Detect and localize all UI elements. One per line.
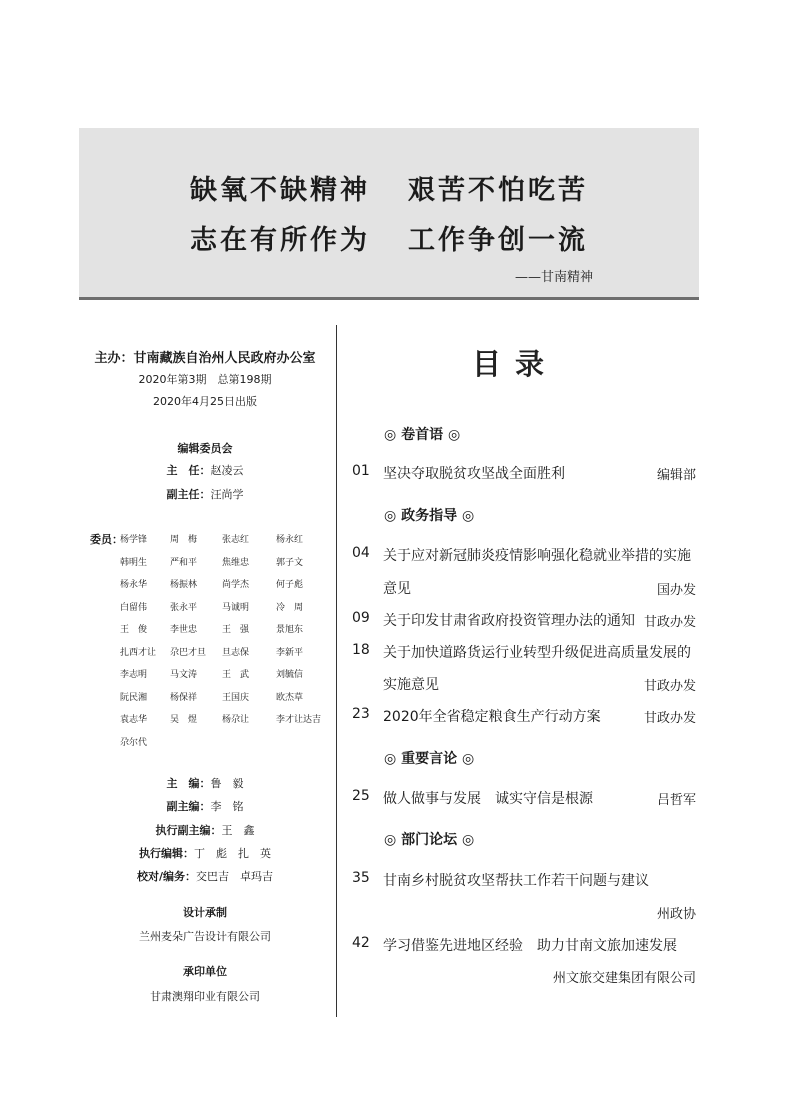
deputy-editor-label: 副主编：	[166, 800, 211, 813]
entry-page: 35	[352, 870, 370, 886]
committee-member: 周 梅	[170, 535, 198, 545]
committee-member: 张志红	[222, 535, 250, 545]
committee-member: 韩明生	[120, 557, 148, 568]
committee-member: 严和平	[170, 557, 198, 568]
committee-member: 李新平	[276, 647, 304, 658]
committee-member: 王国庆	[222, 692, 250, 703]
entry-source: 甘政办发	[643, 711, 696, 726]
issue-number: 2020年第3期 总第198期	[138, 373, 272, 386]
entry-page: 04	[352, 545, 370, 561]
entry-title-cont[interactable]: 实施意见	[383, 677, 439, 693]
entry-source: 国办发	[656, 583, 696, 598]
committee-member: 马文涛	[170, 670, 198, 680]
exec-editor-line	[80, 845, 330, 861]
committee-heading: 编辑委员会	[177, 442, 233, 455]
entry-page: 42	[352, 935, 370, 951]
committee-member: 杨学锋	[120, 535, 148, 545]
proof-label: 校对/编务：	[136, 870, 197, 883]
entry-page: 25	[352, 788, 370, 804]
entry-title[interactable]: 做人做事与发展 诚实守信是根源	[383, 791, 593, 807]
committee-member: 尕尔代	[120, 737, 148, 748]
exec-deputy-name: 王 鑫	[221, 824, 255, 837]
committee-member: 吴 煜	[170, 715, 198, 725]
committee-member: 焦维忠	[222, 557, 250, 568]
committee-member: 王 武	[222, 670, 250, 680]
print-heading: 承印单位	[183, 965, 227, 978]
exec-deputy-line	[80, 822, 330, 838]
entry-source: 甘政办发	[643, 615, 696, 630]
committee-member: 袁志华	[120, 715, 148, 725]
entry-source: 甘政办发	[643, 679, 696, 694]
entry-title[interactable]: 关于加快道路货运行业转型升级促进高质量发展的	[383, 645, 691, 661]
motto-2b: 工作争创一流	[408, 225, 588, 256]
committee-member: 欧杰草	[276, 692, 304, 703]
committee-member: 杨振林	[170, 580, 198, 590]
entry-title[interactable]: 2020年全省稳定粮食生产行动方案	[383, 709, 601, 725]
deputy-editor-name: 李 铭	[210, 800, 244, 813]
vice-director-label: 副主任：	[166, 488, 211, 501]
print-company: 甘肃澳翔印业有限公司	[150, 990, 260, 1003]
entry-page: 09	[352, 610, 370, 626]
entry-page: 18	[352, 642, 370, 658]
entry-source: 编辑部	[656, 468, 696, 483]
motto-banner	[79, 128, 699, 300]
motto-line-2	[79, 218, 699, 257]
director-name: 赵凌云	[210, 464, 244, 477]
entry-page: 23	[352, 706, 370, 722]
design-company: 兰州麦朵广告设计有限公司	[139, 930, 271, 943]
committee-member: 阮民湘	[120, 692, 148, 703]
chief-editor-label: 主 编：	[166, 777, 211, 790]
committee-member: 杨永红	[276, 535, 304, 545]
entry-title[interactable]: 学习借鉴先进地区经验 助力甘南文旅加速发展	[383, 938, 677, 954]
committee-member: 杨永华	[120, 580, 148, 590]
members-label: 委员：	[90, 533, 123, 546]
committee-member: 白留伟	[120, 602, 148, 613]
director-label: 主 任：	[166, 464, 211, 477]
committee-member: 王 强	[222, 625, 250, 635]
entry-title[interactable]: 坚决夺取脱贫攻坚战全面胜利	[383, 466, 565, 482]
publish-date: 2020年4月25日出版	[153, 395, 257, 408]
director-line	[80, 462, 330, 478]
proof-line	[80, 868, 330, 884]
committee-member: 尚学杰	[222, 580, 250, 590]
committee-member: 尕巴才旦	[170, 647, 207, 658]
toc-title: 目录	[471, 347, 558, 381]
entry-source: 州文旅交建集团有限公司	[552, 971, 696, 986]
section-heading: ◎ 部门论坛 ◎	[384, 832, 475, 848]
vice-director-line	[80, 486, 330, 502]
chief-editor-name: 鲁 毅	[210, 777, 244, 790]
sponsor: 主办：甘南藏族自治州人民政府办公室	[94, 351, 316, 366]
exec-editor-label: 执行编辑：	[139, 847, 194, 860]
exec-editor-name: 丁 彪 扎 英	[194, 847, 271, 860]
motto-1a: 缺氧不缺精神	[190, 175, 370, 206]
column-divider	[336, 325, 337, 1017]
committee-member: 冷 周	[276, 602, 304, 613]
committee-member: 旦志保	[222, 647, 250, 658]
committee-member: 王 俊	[120, 625, 148, 635]
committee-member: 扎西才让	[120, 647, 157, 658]
entry-title[interactable]: 甘南乡村脱贫攻坚帮扶工作若干问题与建议	[383, 873, 649, 889]
entry-source: 州政协	[656, 907, 696, 922]
exec-deputy-label: 执行副主编：	[155, 824, 222, 837]
committee-member: 杨尕让	[222, 715, 250, 725]
committee-member: 李志明	[120, 670, 148, 680]
entry-page: 01	[352, 463, 370, 479]
motto-2a: 志在有所作为	[190, 225, 370, 256]
committee-member: 刘毓信	[276, 670, 304, 680]
vice-director-name: 汪尚学	[210, 488, 244, 501]
committee-member: 李世忠	[170, 625, 198, 635]
deputy-editor-line	[80, 798, 330, 814]
committee-member: 张永平	[170, 602, 198, 613]
committee-member: 景旭东	[276, 625, 304, 635]
entry-title[interactable]: 关于应对新冠肺炎疫情影响强化稳就业举措的实施	[383, 548, 691, 564]
committee-member: 马诚明	[222, 602, 250, 613]
section-heading: ◎ 政务指导 ◎	[384, 508, 475, 524]
committee-member: 杨保祥	[170, 692, 198, 703]
chief-editor-line	[80, 775, 330, 791]
committee-member: 郭子文	[276, 557, 304, 568]
proof-name: 交巴吉 卓玛吉	[196, 870, 274, 883]
entry-title-cont[interactable]: 意见	[383, 581, 411, 597]
entry-source: 吕哲军	[656, 793, 696, 808]
design-heading: 设计承制	[183, 906, 227, 919]
entry-title[interactable]: 关于印发甘肃省政府投资管理办法的通知	[383, 613, 635, 629]
motto-attribution: ——甘南精神	[514, 270, 593, 285]
section-heading: ◎ 卷首语 ◎	[384, 427, 461, 443]
motto-line-1	[79, 168, 699, 207]
committee-member: 李才让达吉	[276, 715, 322, 725]
motto-1b: 艰苦不怕吃苦	[408, 175, 588, 206]
committee-member: 何子彪	[276, 580, 304, 590]
section-heading: ◎ 重要言论 ◎	[384, 751, 475, 767]
